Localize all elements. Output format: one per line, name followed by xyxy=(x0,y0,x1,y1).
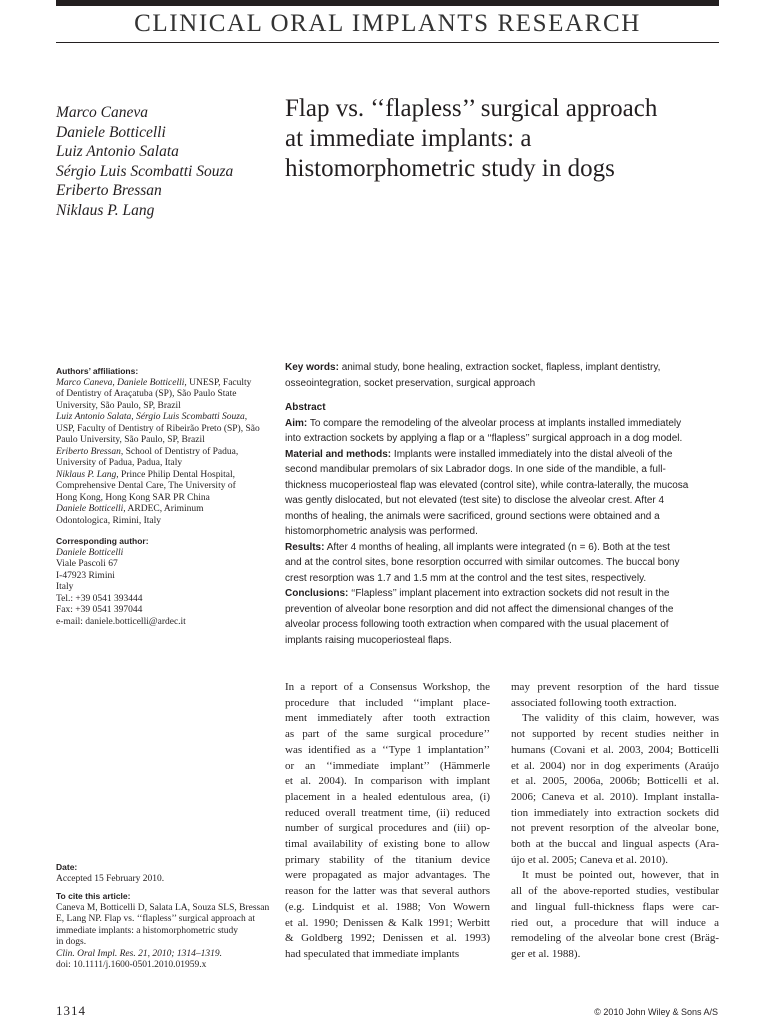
body-text-line: In a report of a Consensus Workshop, the xyxy=(285,681,490,693)
body-text-line: et al. 2004) nor in dog experiments (Araújo xyxy=(511,759,719,772)
methods-line: Material and methods: Implants were installed immediately into the distal alveoli of the xyxy=(285,448,673,460)
article-title xyxy=(285,94,715,184)
body-text-line: both at the buccal and lingual aspects (Ara- xyxy=(511,838,719,851)
body-column-left xyxy=(285,680,490,963)
date-block xyxy=(56,862,271,972)
body-text-line: and lingual full-thickness flaps were car- xyxy=(511,900,719,913)
affiliation-line: University of Padua, Padua, Italy xyxy=(56,458,183,468)
cite-heading: To cite this article: xyxy=(56,891,131,901)
corresponding-heading: Corresponding author: xyxy=(56,536,149,546)
title-line: Flap vs. ‘‘flapless’’ surgical approach xyxy=(285,95,658,122)
corresponding-line: Viale Pascoli 67 xyxy=(56,559,118,569)
body-text-line: humans (Covani et al. 2003, 2004; Botticelli xyxy=(511,743,719,756)
body-column-right xyxy=(511,680,719,963)
affiliation-line: Comprehensive Dental Care, The University of xyxy=(56,481,236,491)
methods-line: was gently dislocated, but not elevated (test site) to disclose the alveolar crest. After 4 xyxy=(285,495,665,506)
body-text-line: was identified as a ‘‘Type 1 implantation’’ xyxy=(285,743,490,756)
body-text-line: & Goldberg 1992; Denissen et al. 1993) xyxy=(285,932,490,945)
aim-line: Aim: To compare the remodeling of the alveolar process at implants installed immediately xyxy=(285,417,682,429)
corresponding-name: Daniele Botticelli xyxy=(56,547,124,558)
aim-label: Aim: xyxy=(285,417,308,429)
conclusions-line: Conclusions: ‘‘Flapless’’ implant placement into extraction sockets did not result in the xyxy=(285,588,670,599)
author-name: Marco Caneva xyxy=(56,104,148,121)
keywords-label: Key words: xyxy=(285,362,339,373)
journal-divider xyxy=(56,42,719,43)
affiliations-heading: Authors’ affiliations: xyxy=(56,366,139,376)
title-line: histomorphometric study in dogs xyxy=(285,155,615,182)
corresponding-email[interactable]: e-mail: daniele.botticelli@ardec.it xyxy=(56,616,186,627)
cite-journal: Clin. Oral Impl. Res. 21, 2010; 1314–1319. xyxy=(56,948,222,959)
affiliation-line: Marco Caneva, Daniele Botticelli, UNESP, Faculty xyxy=(56,377,252,388)
results-line: crest resorption was 1.7 and 1.5 mm at the control and the test sites, respectively. xyxy=(285,572,647,584)
body-text-line: primary stability of the titanium device xyxy=(285,853,490,866)
results-line: and at the control sites, bone resorption occurred with similar outcomes. The buccal bony xyxy=(285,557,680,568)
body-text-line: reason for the latter was that several authors xyxy=(285,885,490,898)
affiliation-line: Daniele Botticelli, ARDEC, Ariminum xyxy=(56,504,204,514)
body-text-line: number of surgical procedures and (iii) op- xyxy=(285,822,490,835)
journal-name: CLINICAL ORAL IMPLANTS RESEARCH xyxy=(134,10,641,37)
affiliation-line: Luiz Antonio Salata, Sérgio Luis Scombatti Souza, xyxy=(56,412,248,422)
body-text-line: timal availability of existing bone to allow xyxy=(285,838,490,851)
body-text-line: as part of the same surgical procedure’’ xyxy=(285,728,490,741)
affiliation-line: Eriberto Bressan, School of Dentistry of Padua, xyxy=(56,446,239,457)
body-text-line: procedure that included ‘‘implant place- xyxy=(285,696,490,709)
author-name: Niklaus P. Lang xyxy=(56,201,155,219)
copyright-notice: © 2010 John Wiley & Sons A/S xyxy=(594,1007,718,1017)
methods-line: thickness mucoperiosteal flap was elevated (control site), while contra-laterally, the mucosa xyxy=(285,479,689,491)
abstract-block xyxy=(285,360,718,648)
body-text-line: et al. 2005, 2006a, 2006b; Botticelli et al. xyxy=(511,775,719,788)
corresponding-line: Italy xyxy=(56,582,74,592)
results-line: Results: After 4 months of healing, all implants were integrated (n = 6). Both at the test xyxy=(285,541,670,553)
affiliation-line: Hong Kong, Hong Kong SAR PR China xyxy=(56,492,210,503)
conclusions-line: prevention of alveolar bone resorption and did not affect the dimensional changes of the xyxy=(285,603,674,615)
affiliation-line: Niklaus P. Lang, Prince Philip Dental Hospital, xyxy=(56,469,236,480)
body-text-line: were propagated as major advantages. The xyxy=(285,869,490,882)
conclusions-label: Conclusions: xyxy=(285,588,349,599)
body-text-line: all of the above-reported studies, vestibular xyxy=(511,885,719,898)
top-rule-bar xyxy=(56,0,719,6)
author-name: Sérgio Luis Scombatti Souza xyxy=(56,162,234,180)
title-line: at immediate implants: a xyxy=(285,125,532,152)
author-name: Daniele Botticelli xyxy=(56,123,166,141)
cite-line: immediate implants: a histomorphometric study xyxy=(56,925,239,936)
author-list xyxy=(56,103,271,220)
body-text-line: may prevent resorption of the hard tissue xyxy=(511,681,719,693)
affiliation-line: Paulo University, São Paulo, SP, Brazil xyxy=(56,435,205,445)
date-heading: Date: xyxy=(56,862,78,872)
affiliation-line: USP, Faculty of Dentistry of Ribeirão Preto (SP), São xyxy=(56,423,260,434)
author-name: Luiz Antonio Salata xyxy=(56,143,179,160)
results-label: Results: xyxy=(285,541,325,553)
methods-line: months of healing, the animals were sacrificed, ground sections were obtained and a xyxy=(285,510,660,522)
aim-line: into extraction sockets by applying a flap or a ‘‘flapless’’ surgical approach in a dog model. xyxy=(285,433,683,444)
body-text-line: et al. 2004). In comparison with implant xyxy=(285,775,490,788)
body-text-line: The validity of this claim, however, was xyxy=(522,712,719,725)
body-text-line: had speculated that immediate implants xyxy=(285,947,460,960)
keywords-line: osseointegration, socket preservation, surgical approach xyxy=(285,377,536,389)
body-text-line: or an ‘‘immediate implant’’ (Hämmerle xyxy=(285,759,490,772)
conclusions-line: alveolar process following tooth extraction when compared with the usual placement of xyxy=(285,619,669,630)
cite-line: Caneva M, Botticelli D, Salata LA, Souza SLS, Bressan xyxy=(56,902,270,913)
page-number: 1314 xyxy=(56,1003,86,1018)
methods-label: Material and methods: xyxy=(285,448,392,460)
cite-line: in dogs. xyxy=(56,937,87,947)
body-text-line: associated following tooth extraction. xyxy=(511,696,677,709)
body-text-line: et al. 1990; Denissen & Kalk 1991; Werbitt xyxy=(285,916,490,929)
body-text-line: remodeling of the alveolar bone crest (Bräg- xyxy=(511,932,719,945)
body-text-line: ment immediately after tooth extraction xyxy=(285,712,490,725)
body-text-line: reduced overall treatment time, (ii) reduced xyxy=(285,806,490,819)
body-text-line: újo et al. 2005; Caneva et al. 2010). xyxy=(511,853,669,866)
affiliation-line: University, São Paulo, SP, Brazil xyxy=(56,400,181,411)
body-text-line: It must be pointed out, however, that in xyxy=(522,869,719,882)
body-text-line: placement in a healed edentulous area, (i) xyxy=(285,790,490,803)
body-text-line: ried out, a procedure that will induce a xyxy=(511,916,719,929)
body-text-line: tion immediately into extraction sockets did xyxy=(511,806,719,819)
methods-line: second mandibular premolars of six Labrador dogs. In one side of the mandible, a full- xyxy=(285,464,666,475)
affiliations-block xyxy=(56,366,271,628)
methods-line: histomorphometric analysis was performed. xyxy=(285,526,478,537)
conclusions-line: implants raising mucoperiosteal flaps. xyxy=(285,634,452,646)
abstract-heading: Abstract xyxy=(285,402,326,413)
cite-line: E, Lang NP. Flap vs. ‘‘flapless’’ surgical approach at xyxy=(56,914,256,924)
affiliation-line: of Dentistry of Araçatuba (SP), São Paulo State xyxy=(56,389,237,399)
body-text-line: ger et al. 1988). xyxy=(511,947,581,960)
body-text-line: (e.g. Lindquist et al. 1988; Von Wowern xyxy=(285,900,490,913)
body-text-line: not prevent resorption of the alveolar bone, xyxy=(511,822,719,835)
affiliation-line: Odontologica, Rimini, Italy xyxy=(56,515,162,526)
corresponding-line: Tel.: +39 0541 393444 xyxy=(56,593,143,604)
body-text-line: not supported by recent studies neither in xyxy=(511,728,719,741)
author-name: Eriberto Bressan xyxy=(56,182,162,199)
cite-doi[interactable]: doi: 10.1111/j.1600-0501.2010.01959.x xyxy=(56,960,207,970)
body-text-line: 2006; Caneva et al. 2010). Implant installa- xyxy=(511,790,719,803)
corresponding-line: I-47923 Rimini xyxy=(56,570,115,581)
date-text: Accepted 15 February 2010. xyxy=(56,873,165,884)
keywords-line: Key words: animal study, bone healing, extraction socket, flapless, implant dentistry, xyxy=(285,362,661,373)
corresponding-line: Fax: +39 0541 397044 xyxy=(56,605,143,615)
